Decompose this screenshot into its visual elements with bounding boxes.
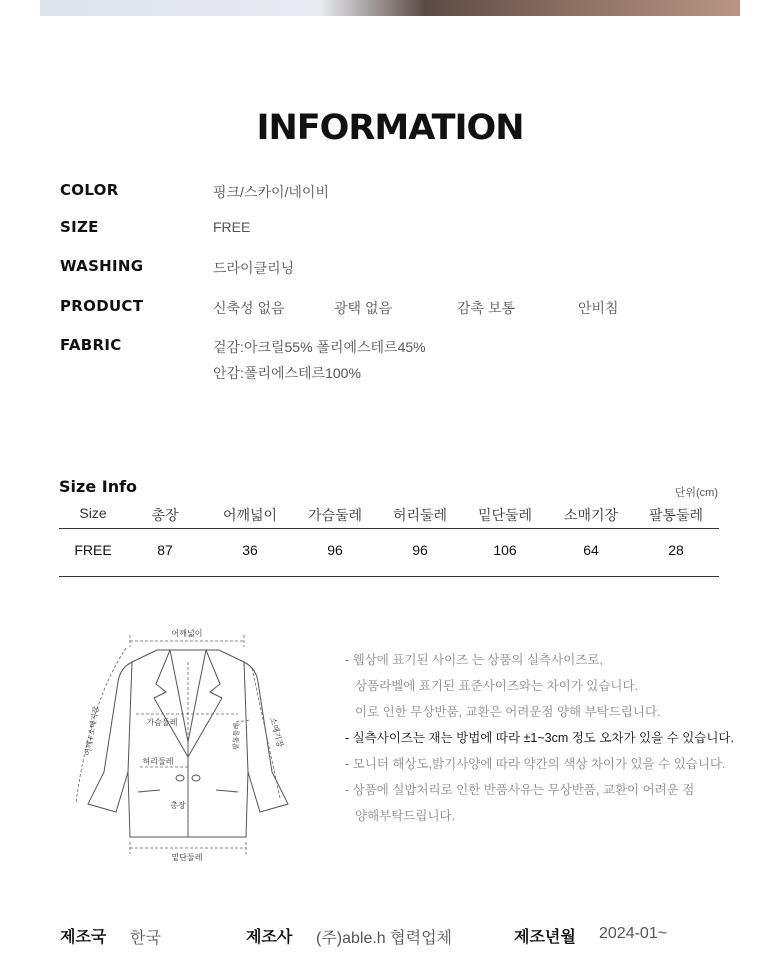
product-texture: 감촉 보통 — [457, 300, 515, 316]
size-label: SIZE — [60, 218, 99, 236]
product-seethrough: 안비침 — [578, 300, 619, 316]
info-row-size — [60, 218, 740, 242]
size-table-header — [59, 500, 719, 529]
header-shoulder: 어깨넓이 — [222, 507, 278, 523]
header-sleeve: 소매기장 — [563, 507, 619, 523]
cell-shoulder: 36 — [242, 542, 258, 558]
cell-length: 87 — [157, 542, 173, 558]
table-row — [59, 529, 719, 577]
date-value: 2024-01~ — [599, 925, 668, 942]
country-value: 한국 — [130, 930, 161, 947]
note-line: 이로 인한 무상반품, 교환은 어려운점 양해 부탁드립니다. — [355, 705, 661, 719]
maker-value: (주)able.h 협력업체 — [316, 930, 452, 947]
manufacturer-info — [60, 924, 740, 948]
info-row-product — [60, 297, 740, 321]
size-table — [59, 500, 719, 577]
jacket-measurement-diagram — [70, 622, 310, 867]
diagram-label-shoulder: 어깨넓이 — [171, 629, 203, 638]
unit-label: 단위(cm) — [674, 487, 718, 499]
info-row-color — [60, 181, 740, 205]
cell-hem: 106 — [493, 542, 517, 558]
header-waist: 허리둘레 — [392, 507, 448, 523]
date-label: 제조년월 — [514, 927, 576, 946]
note-line-emphasis: - 실측사이즈는 재는 방법에 따라 ±1~3cm 정도 오차가 있을 수 있습니다. — [345, 731, 734, 745]
cell-chest: 96 — [327, 542, 343, 558]
note-line: - 상품에 실밥처리로 인한 반품사유는 무상반품, 교환이 어려운 점 — [345, 783, 695, 797]
fabric-outer: 겉감:아크릴55% 폴리에스테르45% — [213, 339, 426, 355]
diagram-label-chest: 가슴둘레 — [146, 718, 178, 727]
info-row-washing — [60, 257, 740, 281]
product-stretch: 신축성 없음 — [213, 300, 285, 316]
washing-label: WASHING — [60, 257, 144, 275]
note-line: 양해부탁드립니다. — [355, 809, 456, 823]
washing-value: 드라이클리닝 — [213, 260, 295, 276]
cell-sleeve-width: 28 — [668, 542, 684, 558]
size-notes — [345, 650, 745, 832]
color-value: 핑크/스카이/네이비 — [213, 184, 329, 200]
header-sleeve-width: 팔통둘레 — [648, 507, 704, 523]
fabric-label: FABRIC — [60, 336, 122, 354]
info-row-fabric — [60, 336, 740, 381]
product-label: PRODUCT — [60, 297, 144, 315]
cell-waist: 96 — [412, 542, 428, 558]
product-gloss: 광택 없음 — [334, 300, 392, 316]
header-hem: 밑단둘레 — [477, 507, 533, 523]
product-photo-strip — [40, 0, 740, 16]
size-value: FREE — [213, 219, 251, 235]
diagram-label-length: 총장 — [170, 801, 186, 810]
color-label: COLOR — [60, 181, 119, 199]
note-line: - 모니터 해상도,밝기사양에 따라 약간의 색상 차이가 있을 수 있습니다. — [345, 757, 726, 771]
header-length: 총장 — [151, 507, 179, 523]
diagram-label-sleeve-width: 팔통둘레 — [232, 722, 241, 751]
country-label: 제조국 — [60, 927, 107, 946]
note-line: - 웹상에 표기된 사이즈 는 상품의 실측사이즈로, — [345, 653, 603, 667]
cell-size: FREE — [74, 542, 112, 558]
section-title: INFORMATION — [256, 108, 524, 148]
header-chest: 가슴둘레 — [307, 507, 363, 523]
cell-sleeve: 64 — [583, 542, 599, 558]
fabric-lining: 안감:폴리에스테르100% — [213, 365, 361, 381]
maker-label: 제조사 — [246, 927, 293, 946]
note-line: 상품라벨에 표기된 표준사이즈와는 차이가 있습니다. — [355, 679, 639, 693]
header-size: Size — [79, 505, 107, 521]
diagram-label-sleeve: 소매기장 — [268, 716, 285, 749]
diagram-label-waist: 허리둘레 — [142, 757, 174, 766]
size-info-title: Size Info — [59, 477, 138, 496]
diagram-label-hem: 밑단둘레 — [171, 853, 203, 862]
diagram-label-shoulder-sleeve: 어깨+소매기장 — [83, 705, 101, 757]
